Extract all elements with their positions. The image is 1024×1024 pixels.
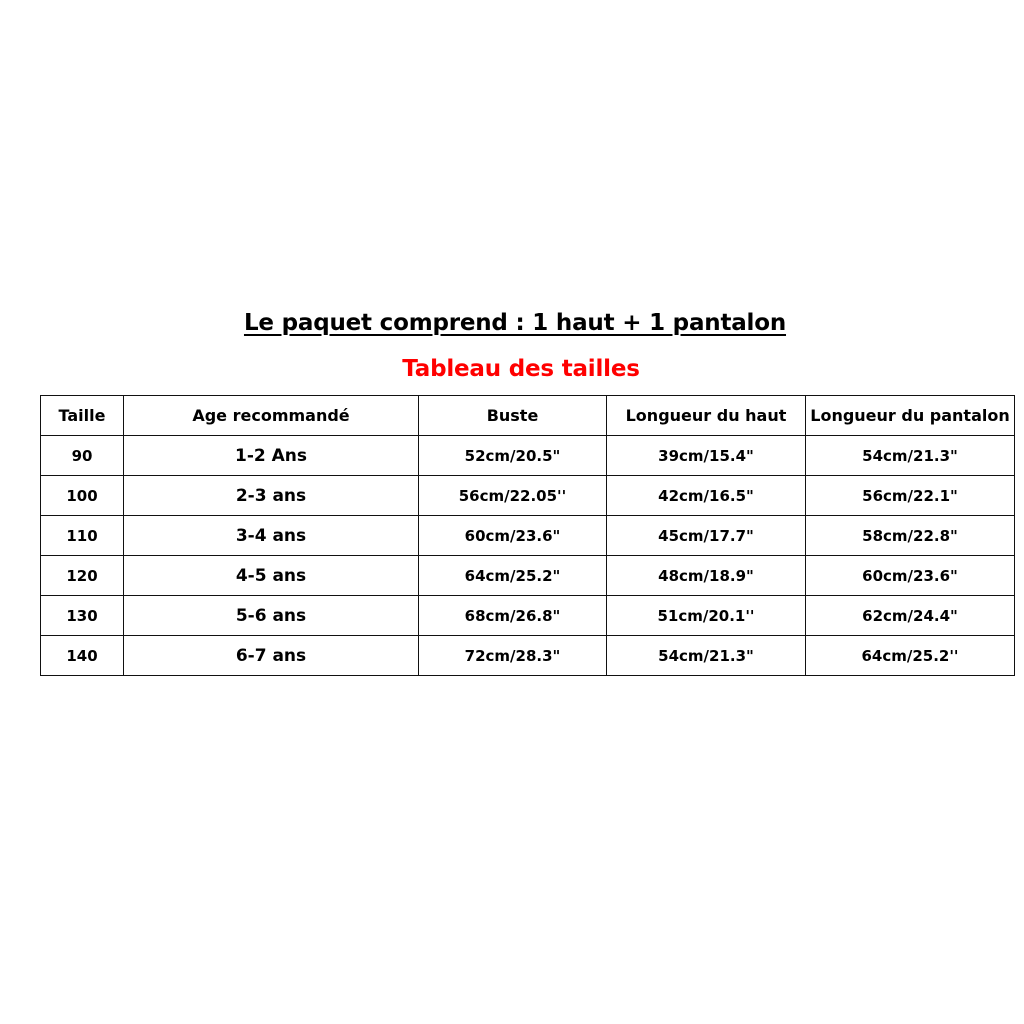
table-cell-age: 2-3 ans (124, 476, 419, 516)
table-row (41, 516, 1015, 556)
table-cell-buste: 68cm/26.8" (419, 596, 607, 636)
table-cell-age: 5-6 ans (124, 596, 419, 636)
size-table (40, 395, 1015, 676)
table-row (41, 596, 1015, 636)
table-cell-age: 6-7 ans (124, 636, 419, 676)
column-header-longueur-pantalon: Longueur du pantalon (806, 396, 1015, 436)
table-cell-taille: 140 (41, 636, 124, 676)
table-row (41, 436, 1015, 476)
table-cell-longueur-pantalon: 64cm/25.2'' (806, 636, 1015, 676)
package-contents-title: Le paquet comprend : 1 haut + 1 pantalon (243, 310, 787, 336)
table-cell-age: 3-4 ans (124, 516, 419, 556)
table-cell-longueur-haut: 45cm/17.7" (607, 516, 806, 556)
table-cell-longueur-haut: 51cm/20.1'' (607, 596, 806, 636)
table-cell-buste: 64cm/25.2" (419, 556, 607, 596)
table-cell-buste: 60cm/23.6" (419, 516, 607, 556)
size-chart-title: Tableau des tailles (402, 356, 640, 382)
table-cell-longueur-pantalon: 58cm/22.8" (806, 516, 1015, 556)
table-cell-taille: 110 (41, 516, 124, 556)
table-cell-longueur-pantalon: 62cm/24.4" (806, 596, 1015, 636)
table-row (41, 556, 1015, 596)
column-header-longueur-haut: Longueur du haut (607, 396, 806, 436)
table-cell-taille: 120 (41, 556, 124, 596)
table-header-row (41, 396, 1015, 436)
table-cell-age: 4-5 ans (124, 556, 419, 596)
table-cell-longueur-pantalon: 56cm/22.1" (806, 476, 1015, 516)
table-cell-taille: 100 (41, 476, 124, 516)
table-cell-longueur-pantalon: 54cm/21.3" (806, 436, 1015, 476)
table-cell-buste: 52cm/20.5" (419, 436, 607, 476)
table-cell-age: 1-2 Ans (124, 436, 419, 476)
table-cell-longueur-haut: 39cm/15.4" (607, 436, 806, 476)
table-cell-taille: 90 (41, 436, 124, 476)
table-cell-longueur-haut: 42cm/16.5" (607, 476, 806, 516)
table-cell-taille: 130 (41, 596, 124, 636)
table-cell-buste: 72cm/28.3" (419, 636, 607, 676)
table-row (41, 636, 1015, 676)
table-cell-longueur-haut: 54cm/21.3" (607, 636, 806, 676)
column-header-age: Age recommandé (124, 396, 419, 436)
column-header-buste: Buste (419, 396, 607, 436)
column-header-taille: Taille (41, 396, 124, 436)
table-cell-buste: 56cm/22.05'' (419, 476, 607, 516)
table-row (41, 476, 1015, 516)
table-cell-longueur-pantalon: 60cm/23.6" (806, 556, 1015, 596)
table-cell-longueur-haut: 48cm/18.9" (607, 556, 806, 596)
